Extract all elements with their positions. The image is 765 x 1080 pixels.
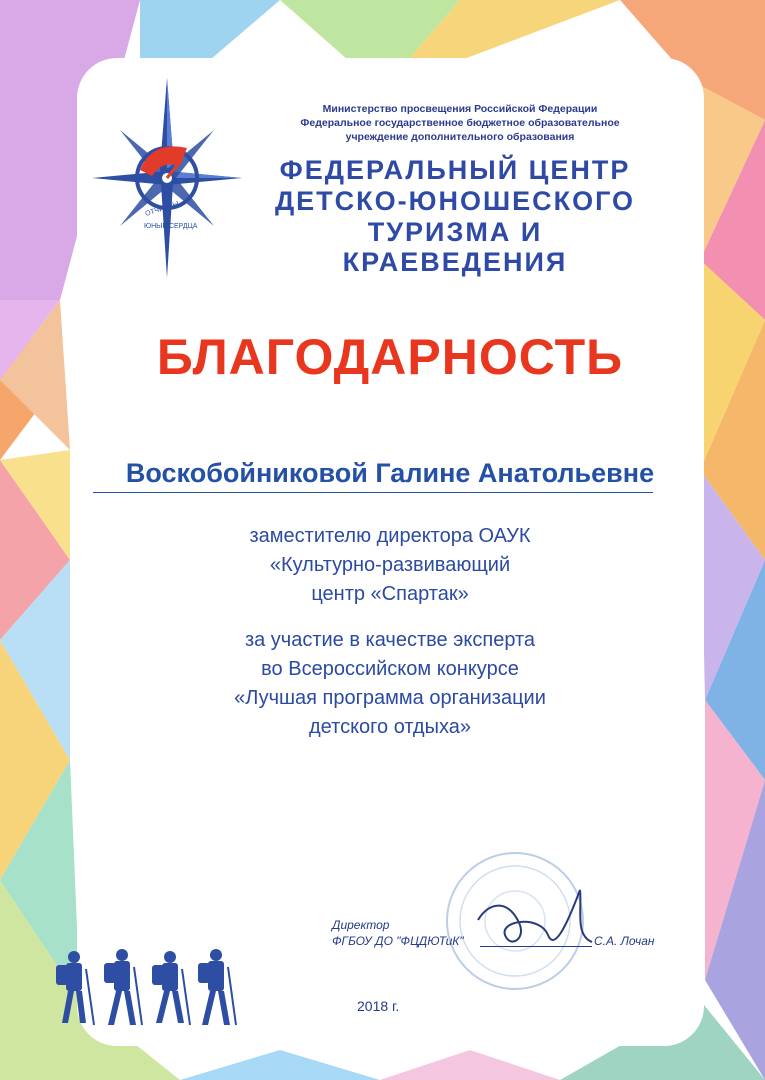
position-line-2: «Культурно-развивающий — [269, 554, 511, 576]
header-center-line3: ТУРИЗМА И КРАЕВЕДЕНИЯ — [342, 217, 568, 277]
director-signature — [470, 880, 600, 960]
recipient-underline — [93, 492, 653, 493]
certificate-title: БЛАГОДАРНОСТЬ — [156, 329, 624, 385]
logo-text-top: ОТЧИЗНЫ — [144, 200, 180, 218]
issue-year: 2018 г. — [357, 998, 400, 1014]
recipient-name: Воскобойниковой Галине Анатольевне — [125, 458, 655, 488]
signatory-org: ФГБОУ ДО "ФЦДЮТиК" — [332, 934, 464, 948]
header-institution-line1: Федеральное государственное бюджетное образовательное — [300, 117, 620, 129]
signatory-name: С.А. Лочан — [594, 934, 655, 948]
signature-line — [480, 946, 592, 947]
reason-line-4: детского отдыха» — [309, 716, 471, 738]
header-institution-line2: учреждение дополнительного образования — [345, 131, 575, 143]
header-center-line1: ФЕДЕРАЛЬНЫЙ ЦЕНТР — [279, 155, 631, 185]
position-line-1: заместителю директора ОАУК — [249, 525, 531, 547]
header-center-line2: ДЕТСКО-ЮНОШЕСКОГО — [274, 186, 636, 216]
hikers-illustration — [44, 945, 244, 1035]
signatory-title: Директор — [332, 918, 390, 932]
compass-logo — [92, 78, 242, 278]
position-line-3: центр «Спартак» — [311, 583, 469, 605]
reason-line-3: «Лучшая программа организации — [234, 687, 546, 709]
logo-text-bottom: ЮНЫЕ СЕРДЦА — [144, 223, 198, 230]
reason-line-2: во Всероссийском конкурсе — [261, 658, 519, 680]
header-ministry: Министерство просвещения Российской Федерации — [322, 103, 598, 115]
reason-line-1: за участие в качестве эксперта — [244, 629, 536, 651]
